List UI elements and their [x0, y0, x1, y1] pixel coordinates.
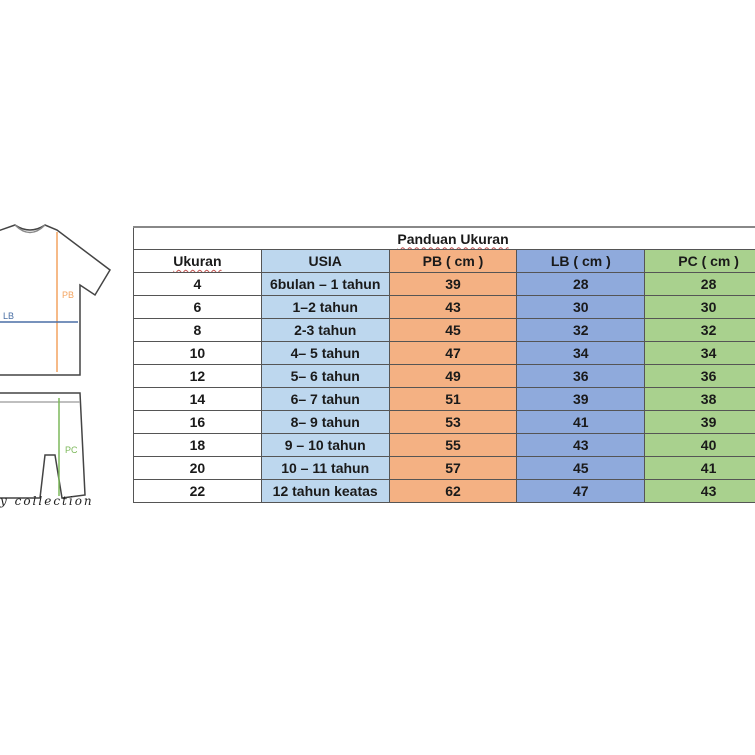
cell-ukuran: 22: [134, 480, 262, 503]
table-title: Panduan Ukuran: [134, 227, 755, 250]
cell-pc: 36: [645, 365, 755, 388]
cell-pc: 30: [645, 296, 755, 319]
cell-pb: 62: [389, 480, 517, 503]
brand-text: y collection: [0, 494, 94, 508]
lb-label: LB: [3, 311, 15, 321]
cell-pb: 47: [389, 342, 517, 365]
table-row: [134, 365, 755, 388]
cell-pc: 40: [645, 434, 755, 457]
cell-usia: 4– 5 tahun: [261, 342, 389, 365]
cell-ukuran: 8: [134, 319, 262, 342]
cell-pb: 49: [389, 365, 517, 388]
cell-lb: 36: [517, 365, 645, 388]
cell-ukuran: 4: [134, 273, 262, 296]
cell-ukuran: 6: [134, 296, 262, 319]
header-pb: PB ( cm ): [389, 250, 517, 273]
cell-lb: 47: [517, 480, 645, 503]
cell-lb: 32: [517, 319, 645, 342]
cell-pc: 32: [645, 319, 755, 342]
cell-lb: 39: [517, 388, 645, 411]
header-lb: LB ( cm ): [517, 250, 645, 273]
table-row: [134, 319, 755, 342]
cell-pc: 34: [645, 342, 755, 365]
cell-pc: 28: [645, 273, 755, 296]
cell-usia: 9 – 10 tahun: [261, 434, 389, 457]
cell-pb: 45: [389, 319, 517, 342]
cell-ukuran: 16: [134, 411, 262, 434]
cell-pb: 53: [389, 411, 517, 434]
cell-pc: 39: [645, 411, 755, 434]
size-chart-table: [133, 226, 755, 503]
table-row: [134, 434, 755, 457]
pb-label: PB: [62, 290, 75, 300]
header-ukuran: Ukuran: [134, 250, 262, 273]
cell-ukuran: 20: [134, 457, 262, 480]
cell-pb: 57: [389, 457, 517, 480]
cell-ukuran: 12: [134, 365, 262, 388]
header-pc: PC ( cm ): [645, 250, 755, 273]
table-row: [134, 411, 755, 434]
cell-lb: 28: [517, 273, 645, 296]
table-row: [134, 342, 755, 365]
cell-pb: 55: [389, 434, 517, 457]
cell-ukuran: 14: [134, 388, 262, 411]
table-row: [134, 480, 755, 503]
cell-usia: 5– 6 tahun: [261, 365, 389, 388]
cell-pc: 38: [645, 388, 755, 411]
cell-pb: 39: [389, 273, 517, 296]
cell-lb: 41: [517, 411, 645, 434]
table-row: [134, 296, 755, 319]
cell-pc: 41: [645, 457, 755, 480]
cell-lb: 34: [517, 342, 645, 365]
table-row: [134, 273, 755, 296]
cell-usia: 8– 9 tahun: [261, 411, 389, 434]
garment-illustration: [0, 220, 125, 520]
cell-pc: 43: [645, 480, 755, 503]
cell-usia: 12 tahun keatas: [261, 480, 389, 503]
cell-lb: 45: [517, 457, 645, 480]
cell-pb: 51: [389, 388, 517, 411]
cell-usia: 6– 7 tahun: [261, 388, 389, 411]
cell-pb: 43: [389, 296, 517, 319]
cell-usia: 10 – 11 tahun: [261, 457, 389, 480]
cell-ukuran: 18: [134, 434, 262, 457]
tshirt-icon: [0, 225, 110, 375]
cell-lb: 30: [517, 296, 645, 319]
cell-ukuran: 10: [134, 342, 262, 365]
header-row: [134, 250, 755, 273]
table-row: [134, 457, 755, 480]
cell-usia: 2-3 tahun: [261, 319, 389, 342]
header-usia: USIA: [261, 250, 389, 273]
cell-usia: 6bulan – 1 tahun: [261, 273, 389, 296]
cell-lb: 43: [517, 434, 645, 457]
cell-usia: 1–2 tahun: [261, 296, 389, 319]
pc-label: PC: [65, 445, 78, 455]
table-row: [134, 388, 755, 411]
